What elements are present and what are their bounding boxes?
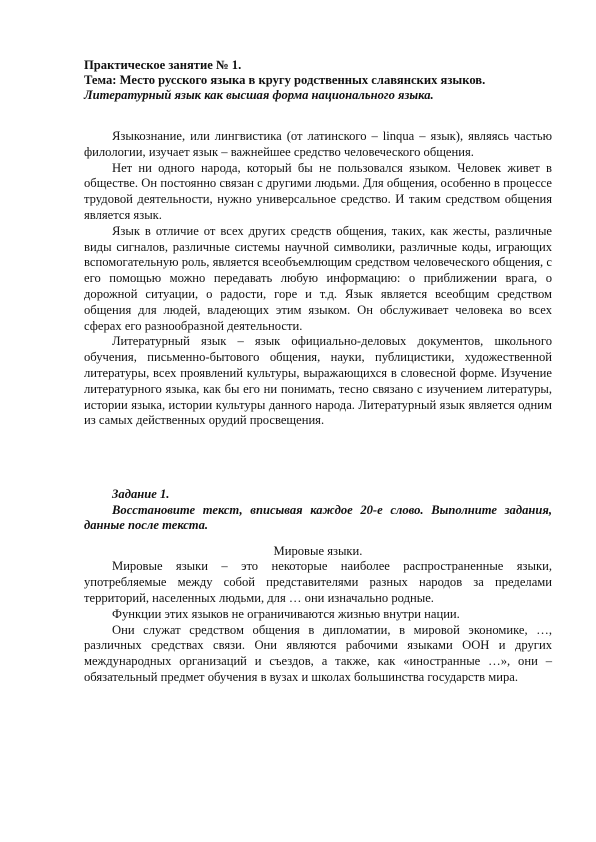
text-paragraph-3: Они служат средством общения в дипломатии, в мировой экономике, …, различных средствах связи. Они являются рабочими языками ООН и других международных организаций и съездов, а также, как «иностранные …», они – обязательный предмет обучения в вузах и школах большинства государств мира.	[84, 622, 552, 685]
topic-subtitle: Литературный язык как высшая форма национального языка.	[84, 88, 434, 102]
task-section	[84, 487, 552, 686]
lesson-title: Практическое занятие № 1.	[84, 58, 242, 72]
topic-line: Тема: Место русского языка в кругу родственных славянских языков.	[84, 73, 486, 87]
text-paragraph-1: Мировые языки – это некоторые наиболее распространенные языки, употребляемые между собой представителями разных народов за пределами территорий, населенных людьми, для … они изначально родные.	[84, 559, 552, 606]
task-instruction: Восстановите текст, вписывая каждое 20-е слово. Выполните задания, данные после текста.	[84, 502, 552, 533]
paragraph-3: Язык в отличие от всех других средств общения, таких, как жесты, различные виды сигналов, различные системы научной символики, различные коды, играющих вспомогательную роль, является всеобъемлющим средством человеческого общения, с его помощью можно передавать любую информацию: о приближении врага, о дорожной ситуации, о радости, горе и т.д. Язык является всеобщим средством общения для людей, владеющих этим языком. Он обслуживает человека во всех сферах его разнообразной деятельности.	[84, 223, 552, 333]
task-title: Задание 1.	[112, 487, 170, 502]
text-title: Мировые языки.	[273, 543, 363, 558]
document-header	[84, 58, 552, 103]
paragraph-4: Литературный язык – язык официально-деловых документов, школьного обучения, письменно-бытового общения, науки, публицистики, художественной литературы, всех проявлений культуры, выражающихся в словесной форме. Изучение литературного языка, как бы его ни понимать, тесно связано с изучением литературы, истории языка, истории культуры данного народа. Литературный язык является одним из самых действенных орудий просвещения.	[84, 334, 552, 428]
paragraph-2: Нет ни одного народа, который бы не пользовался языком. Человек живет в обществе. Он постоянно связан с другими людьми. Для общения, особенно в процессе трудовой деятельности, нужно универсальное средство. И таким средством общения является язык.	[84, 160, 552, 222]
intro-section	[84, 129, 552, 429]
text-paragraph-2: Функции этих языков не ограничиваются жизнью внутри нации.	[112, 606, 460, 621]
paragraph-1: Языкознание, или лингвистика (от латинского – linqua – язык), являясь частью филологии, изучает язык – важнейшее средство человеческого общения.	[84, 129, 552, 159]
